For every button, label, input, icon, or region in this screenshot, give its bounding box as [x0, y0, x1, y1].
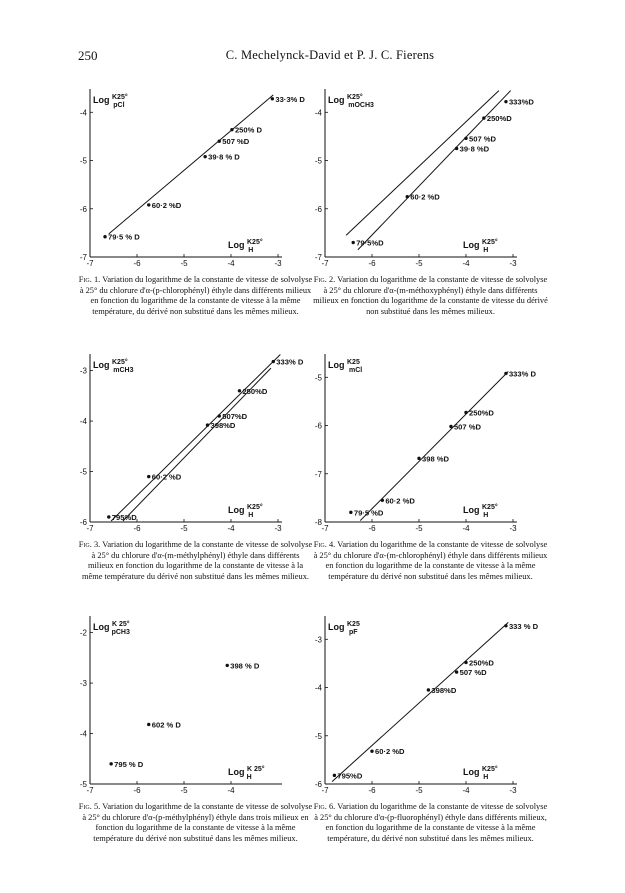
y-tick-label: -3 [79, 366, 87, 376]
fit-line [111, 354, 280, 521]
x-tick-label: -7 [86, 259, 94, 268]
point-label: 333 % D [508, 621, 539, 631]
figure-2 [313, 85, 548, 350]
data-point [206, 423, 209, 426]
x-tick-label: -4 [462, 786, 470, 795]
figure-1-chart [78, 85, 313, 275]
x-tick-label: -5 [415, 786, 423, 795]
data-point [504, 100, 507, 103]
point-label: 79·5%D [356, 238, 384, 248]
point-label: 79·5 % D [108, 232, 140, 242]
data-point [203, 155, 206, 158]
page-header [0, 0, 625, 70]
figure-6-caption-label: Fig. 6. [313, 802, 336, 811]
point-label: 795%D [111, 512, 137, 522]
figure-1-caption-label: Fig. 1. [78, 275, 101, 284]
x-tick-label: -7 [321, 786, 329, 795]
fit-line [346, 91, 499, 236]
figure-4-chart [313, 350, 548, 540]
data-point [103, 235, 106, 238]
x-tick-label: -6 [368, 786, 376, 795]
y-axis-label: Log $^{K25^\circ}$ pCl [93, 94, 128, 109]
x-tick-label: -7 [321, 524, 329, 533]
x-tick-label: -5 [180, 524, 188, 533]
x-tick-label: -4 [462, 524, 470, 533]
figure-5-caption-text: Variation du logarithme de la constante de vitesse de solvolyse à 25° du chlorure d'α-(p-méthylphényl) éthyle dans trois milieux en fonction du logarithme de la constante de vitesse à la même température du dérivé non substitué dans les mêmes milieux. [82, 802, 313, 843]
figure-1 [78, 85, 313, 350]
y-tick-label: -7 [79, 253, 87, 262]
data-point [271, 97, 274, 100]
point-label: 333% D [508, 369, 536, 379]
y-tick-label: -5 [314, 156, 322, 166]
figure-5-caption-label: Fig. 5. [78, 802, 101, 811]
x-tick-label: -3 [509, 786, 517, 795]
figure-4-caption-text: Variation du logarithme de la constante de vitesse de solvolyse à 25° du chlorure d'α-(m-chlorophényl) éthyle dans différents milieux en fonction du logarithme de la constante de vitesse à la même température du dérivé non substitué dans les mêmes milieux. [313, 540, 548, 581]
data-point [109, 762, 112, 765]
x-axis-label: Log $^{K 25^\circ}$ H [228, 766, 265, 781]
data-point [427, 688, 430, 691]
point-label: 333% D [276, 357, 304, 367]
y-tick-label: -2 [79, 628, 87, 638]
y-tick-label: -6 [314, 421, 322, 431]
point-label: 250%D [469, 658, 494, 668]
figure-3 [78, 350, 313, 615]
x-tick-label: -5 [415, 259, 423, 268]
y-tick-label: -6 [79, 518, 87, 527]
point-label: 398 % D [230, 661, 260, 671]
figure-6-caption-text: Variation du logarithme de la constante de vitesse de solvolyse à 25° du chlorure d'α-(p-fluorophényl) éthyle dans différents milieux, en fonction du logarithme de la constante de vitesse à la même température, du dérivé non substitué dans les mêmes milieux. [314, 802, 548, 843]
y-tick-label: -4 [314, 683, 322, 693]
point-label: 795%D [337, 771, 363, 781]
y-axis-label: Log $^{K25}$ mCl [328, 359, 363, 374]
data-point [107, 515, 110, 518]
data-point [417, 457, 420, 460]
data-point [482, 116, 485, 119]
figure-6-chart [313, 612, 548, 802]
y-axis-label: Log $^{K25^\circ}$ mOCH3 [328, 94, 374, 109]
x-tick-label: -5 [415, 524, 423, 533]
data-point [218, 414, 221, 417]
y-tick-label: -8 [314, 518, 322, 527]
point-label: 60·2 %D [151, 200, 182, 210]
data-point [370, 750, 373, 753]
point-label: 39·8 %D [459, 144, 490, 154]
point-label: 79·5 %D [353, 508, 384, 518]
figure-2-caption-label: Fig. 2. [313, 275, 336, 284]
x-tick-label: -3 [274, 524, 282, 533]
x-tick-label: -3 [509, 259, 517, 268]
x-tick-label: -6 [368, 259, 376, 268]
data-point [147, 475, 150, 478]
point-label: 60·2 %D [151, 472, 182, 482]
data-point [504, 372, 507, 375]
fit-line [360, 372, 508, 521]
x-tick-label: -4 [227, 524, 235, 533]
data-point [147, 203, 150, 206]
x-tick-label: -4 [227, 786, 235, 795]
x-tick-label: -4 [462, 259, 470, 268]
point-label: 398%D [431, 685, 457, 695]
point-label: 507 %D [469, 134, 497, 144]
running-head: C. Mechelynck-David et P. J. C. Fierens [225, 48, 435, 62]
x-tick-label: -7 [86, 524, 94, 533]
data-point [147, 723, 150, 726]
data-point [238, 389, 241, 392]
x-tick-label: -6 [368, 524, 376, 533]
y-tick-label: -6 [314, 780, 322, 789]
point-label: 33·3% D [275, 94, 305, 104]
point-label: 398 %D [422, 454, 450, 464]
data-point [333, 774, 336, 777]
data-point [449, 425, 452, 428]
data-point [464, 137, 467, 140]
point-label: 398%D [210, 421, 236, 431]
point-label: 250%D [469, 408, 494, 418]
y-tick-label: -3 [79, 679, 87, 689]
y-axis-label: Log $^{K25}$ pF [328, 621, 360, 636]
data-point [352, 241, 355, 244]
figure-6-caption [313, 802, 548, 844]
point-label: 507%D [222, 412, 248, 422]
point-label: 250%D [242, 386, 268, 396]
x-tick-label: -3 [509, 524, 517, 533]
figure-5-caption [78, 802, 313, 844]
x-tick-label: -6 [133, 786, 141, 795]
point-label: 39·8 % D [208, 152, 240, 162]
fit-line [109, 95, 273, 234]
point-label: 602 % D [151, 720, 181, 730]
y-tick-label: -5 [314, 731, 322, 741]
data-point [226, 664, 229, 667]
figure-5 [78, 612, 313, 877]
point-label: 507 %D [222, 137, 250, 147]
data-point [230, 128, 233, 131]
data-point [406, 195, 409, 198]
x-tick-label: -3 [274, 259, 282, 268]
page-number: 250 [78, 48, 98, 63]
figure-3-caption-label: Fig. 3. [78, 540, 101, 549]
x-axis-label: Log $^{K25^\circ}$ H [228, 239, 263, 254]
figure-5-chart [78, 612, 313, 802]
data-point [272, 360, 275, 363]
x-tick-label: -7 [321, 259, 329, 268]
point-label: 333%D [508, 97, 534, 107]
figure-4 [313, 350, 548, 615]
y-tick-label: -5 [79, 467, 87, 477]
y-tick-label: -4 [79, 729, 87, 739]
data-point [504, 624, 507, 627]
point-label: 507 %D [453, 422, 481, 432]
y-tick-label: -5 [79, 156, 87, 166]
x-axis-label: Log $^{K25^\circ}$ H [228, 504, 263, 519]
data-point [455, 670, 458, 673]
x-tick-label: -6 [133, 524, 141, 533]
y-tick-label: -6 [314, 204, 322, 214]
data-point [381, 499, 384, 502]
figure-1-caption [78, 275, 313, 317]
data-point [455, 147, 458, 150]
y-tick-label: -7 [314, 253, 322, 262]
y-axis-label: Log $^{K 25^\circ}$ pCH3 [93, 621, 130, 636]
x-tick-label: -5 [180, 786, 188, 795]
point-label: 795 % D [114, 759, 144, 769]
data-point [218, 140, 221, 143]
y-tick-label: -5 [79, 780, 87, 789]
y-tick-label: -4 [314, 108, 322, 118]
data-point [349, 511, 352, 514]
fit-line [332, 622, 508, 781]
x-tick-label: -5 [180, 259, 188, 268]
x-axis-label: Log $^{K25^\circ}$ H [463, 239, 498, 254]
figure-2-caption [313, 275, 548, 317]
x-tick-label: -6 [133, 259, 141, 268]
point-label: 507 %D [459, 668, 487, 678]
y-tick-label: -3 [314, 635, 322, 645]
point-label: 60·2 %D [385, 496, 415, 506]
data-point [464, 411, 467, 414]
x-tick-label: -4 [227, 259, 235, 268]
x-axis-label: Log $^{K25^\circ}$ H [463, 504, 498, 519]
figure-3-chart [78, 350, 313, 540]
figure-3-caption-text: Variation du logarithme de la constante de vitesse de solvolyse à 25° du chlorure d'α-(m-méthylphényl) éthyle dans différents milieux en fonction du logarithme de la constante de vitesse à la même température du dérivé non substitué dans les mêmes milieux. [82, 540, 313, 581]
y-tick-label: -4 [79, 108, 87, 118]
x-tick-label: -7 [86, 786, 94, 795]
point-label: 250% D [234, 125, 262, 135]
y-tick-label: -7 [314, 469, 322, 479]
figure-1-caption-text: Variation du logarithme de la constante de vitesse de solvolyse à 25° du chlorure d'α-(p-chlorophényl) éthyle dans différents milieux en fonction du logarithme de la constante de vitesse à la même température, du dérivé non substitué dans les mêmes milieux. [79, 275, 313, 316]
y-tick-label: -6 [79, 204, 87, 214]
figure-3-caption [78, 540, 313, 582]
figure-2-caption-text: Variation du logarithme de la constante de vitesse de solvolyse à 25° du chlorure d'α-(m-méthoxyphényl) éthyle dans différents milieux en fonction du logarithme de la constante de vitesse du dérivé non substitué dans les mêmes milieux. [313, 275, 548, 316]
figure-4-caption [313, 540, 548, 582]
figure-2-chart [313, 85, 548, 275]
figure-4-caption-label: Fig. 4. [313, 540, 336, 549]
x-axis-label: Log $^{K25^\circ}$ H [463, 766, 498, 781]
point-label: 60·2 %D [375, 747, 405, 757]
y-tick-label: -5 [314, 373, 322, 383]
data-point [464, 661, 467, 664]
figure-6 [313, 612, 548, 877]
point-label: 250%D [486, 114, 512, 124]
y-tick-label: -4 [79, 417, 87, 427]
point-label: 60·2 %D [410, 192, 440, 202]
y-axis-label: Log $^{K25^\circ}$ mCH3 [93, 359, 134, 374]
